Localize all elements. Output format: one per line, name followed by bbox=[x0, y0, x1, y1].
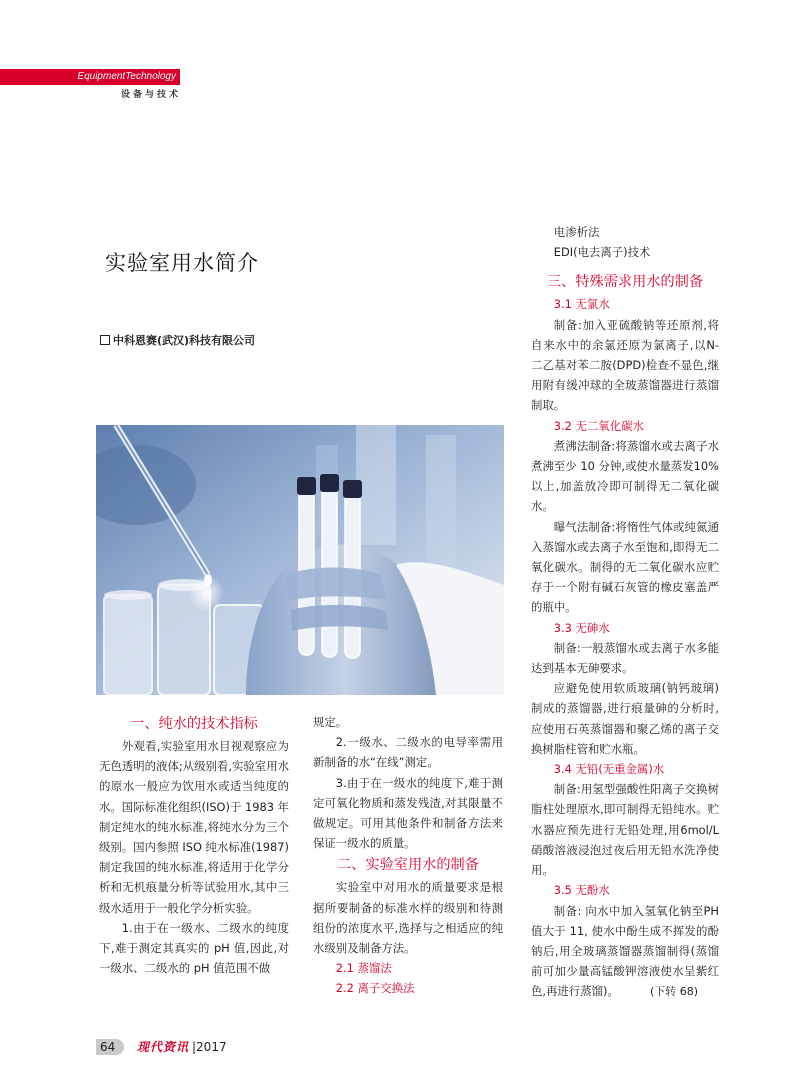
paragraph: 煮沸法制备:将蒸馏水或去离子水煮沸至少 10 分钟,或使水量蒸发10%以上,加盖放冷即可制得无二氧化碳水。 bbox=[531, 438, 719, 514]
author-line bbox=[100, 332, 255, 348]
paragraph: 2.一级水、二级水的电导率需用新制备的水“在线”测定。 bbox=[313, 735, 503, 770]
paragraph: 制备:加入亚硫酸钠等还原剂,将自来水中的余氯还原为氯离子,以N- 二乙基对苯二胺(DPD)检查不显色,继用附有缓冲球的全玻蒸馏器进行蒸馏制取。 bbox=[531, 317, 719, 413]
subsection-heading: 3.1 无氯水 bbox=[553, 297, 610, 312]
section-heading-3: 三、特殊需求用水的制备 bbox=[546, 274, 704, 291]
paragraph: 制备: 向水中加入氢氧化钠至PH 值大于 11, 使水中酚生成不挥发的酚钠后,用全玻璃蒸馏器蒸馏制得(蒸馏前可加少量高锰酸钾溶液使水呈紫红色,再进行蒸馏)。 bbox=[531, 903, 719, 999]
paragraph: 应避免使用软质玻璃(钠钙玻璃)制成的蒸馏器,进行痕量砷的分析时,应使用石英蒸馏器和聚乙烯的离子交换树脂柱管和贮水瓶。 bbox=[531, 681, 719, 756]
method-item: EDI(电去离子)技术 bbox=[553, 245, 651, 260]
article-title: 实验室用水简介 bbox=[105, 251, 259, 275]
paragraph: 3.由于在一级水的纯度下,难于测定可氧化物质和蒸发残渣,对其限量不做规定。可用其他条件和制备方法来保证一级水的质量。 bbox=[313, 775, 503, 851]
method-item: 电渗析法 bbox=[553, 225, 600, 239]
paragraph: 1.由于在一级水、二级水的纯度下,难于测定其真实的 pH 值,因此,对一级水、二级水的 pH 值范围不做 bbox=[99, 920, 289, 976]
subsection-heading: 3.2 无二氧化碳水 bbox=[553, 418, 644, 433]
subsection-heading: 3.3 无砷水 bbox=[553, 620, 610, 635]
section-heading-2: 二、实验室用水的制备 bbox=[337, 857, 479, 874]
column-2 bbox=[313, 712, 503, 999]
section-title-en: EquipmentTechnology bbox=[77, 71, 176, 82]
paragraph: 曝气法制备:将惰性气体或纯氮通入蒸馏水或去离子水至饱和,即得无二氧化碳水。制得的无二氧化碳水应贮存于一个附有碱石灰管的橡皮塞盖严的瓶中。 bbox=[531, 519, 719, 615]
paragraph: 规定。 bbox=[313, 715, 348, 729]
paragraph: 外观看,实验室用水目视观察应为无色透明的液体;从级别看,实验室用水的原水一般应为饮用水或适当纯度的水。国际标准化组织(ISO)于 1983 年制定纯水的纯水标准,将纯水分为三个级别。国内参照 ISO 纯水标准(1987)制定我国的纯水标准,将适用于化学分析和无机痕量分析等试验用水,其中三级水适用于一般化学分析实验。 bbox=[99, 739, 289, 915]
square-bullet-icon bbox=[100, 335, 110, 345]
paragraph: 制备:一般蒸馏水或去离子水多能达到基本无砷要求。 bbox=[531, 640, 719, 676]
paragraph: 制备:用氢型强酸性阳离子交换树脂柱处理原水,即可制得无铅纯水。贮水器应预先进行无铅处理,用6mol/L 硝酸溶液浸泡过夜后用无铅水洗净使用。 bbox=[531, 782, 719, 878]
column-3 bbox=[531, 222, 719, 1002]
issue-year: |2017 bbox=[192, 1040, 227, 1054]
continued-note: (下转 68) bbox=[650, 985, 699, 998]
subsection-heading: 3.4 无铅(无重金属)水 bbox=[553, 762, 665, 777]
section-title-cn: 设备与技术 bbox=[120, 90, 181, 100]
magazine-logo: 现代资讯 bbox=[137, 1040, 190, 1054]
subsection-heading: 2.1 蒸馏法 bbox=[335, 961, 392, 976]
author-name: 中科恩赛(武汉)科技有限公司 bbox=[113, 334, 256, 347]
section-heading-1: 一、纯水的技术指标 bbox=[130, 716, 258, 732]
subsection-heading: 3.5 无酚水 bbox=[553, 883, 610, 898]
year-value: 2017 bbox=[196, 1040, 227, 1054]
column-1 bbox=[99, 712, 289, 978]
page-number: 64 bbox=[100, 1040, 116, 1054]
lab-photo bbox=[96, 425, 504, 695]
paragraph: 实验室中对用水的质量要求是根据所要制备的标准水样的级别和待测组份的浓度水平,选择与之相适应的纯水级别及制备方法。 bbox=[313, 880, 503, 956]
subsection-heading: 2.2 离子交换法 bbox=[335, 981, 415, 996]
